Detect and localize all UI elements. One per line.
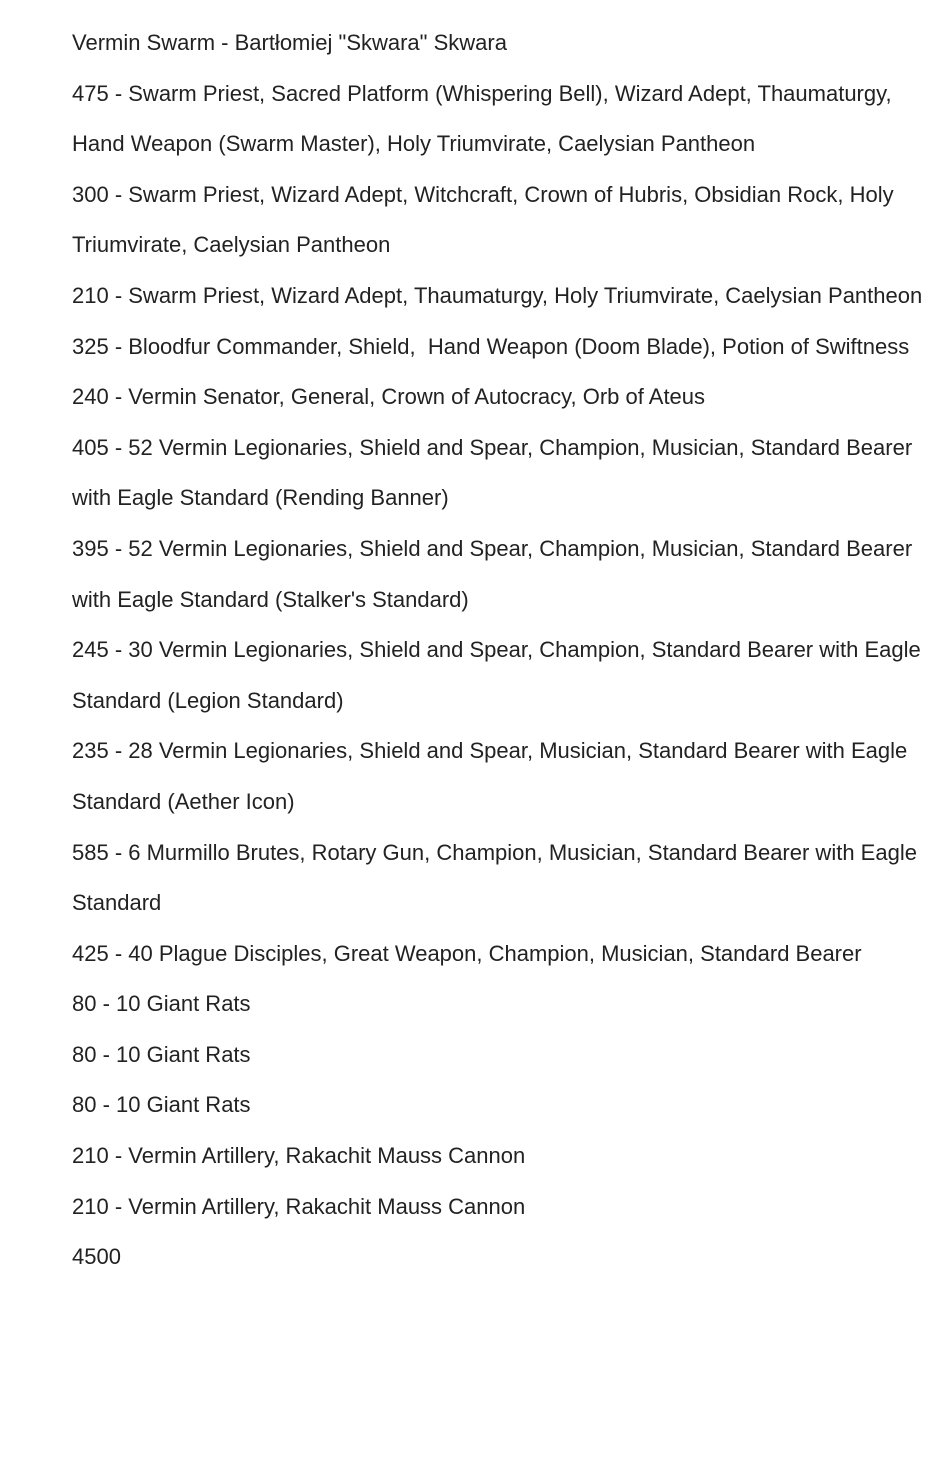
army-list-entry: 80 - 10 Giant Rats (72, 1041, 251, 1067)
army-list-entry: 585 - 6 Murmillo Brutes, Rotary Gun, Champion, Musician, Standard Bearer with Eagle Standard (72, 839, 924, 916)
army-list-entry: 395 - 52 Vermin Legionaries, Shield and Spear, Champion, Musician, Standard Bearer with Eagle Standard (Stalker's Standard) (72, 535, 919, 612)
army-list-entry: 80 - 10 Giant Rats (72, 1092, 251, 1118)
army-list-entry: 80 - 10 Giant Rats (72, 991, 251, 1017)
army-list-entry: 405 - 52 Vermin Legionaries, Shield and Spear, Champion, Musician, Standard Bearer with Eagle Standard (Rending Banner) (72, 434, 919, 511)
army-list-document (72, 18, 934, 1283)
army-list-entry: 210 - Vermin Artillery, Rakachit Mauss Cannon (72, 1193, 526, 1219)
army-list-total: 4500 (72, 1244, 121, 1270)
army-list-entry: 300 - Swarm Priest, Wizard Adept, Witchcraft, Crown of Hubris, Obsidian Rock, Holy Triumvirate, Caelysian Pantheon (72, 181, 900, 258)
army-list-entry: 475 - Swarm Priest, Sacred Platform (Whispering Bell), Wizard Adept, Thaumaturgy, Hand Weapon (Swarm Master), Holy Triumvirate, Caelysian Pantheon (72, 80, 904, 157)
army-list-entry: 425 - 40 Plague Disciples, Great Weapon, Champion, Musician, Standard Bearer (72, 940, 862, 966)
army-list-title: Vermin Swarm - Bartłomiej "Skwara" Skwara (72, 30, 507, 55)
army-list-entry: 240 - Vermin Senator, General, Crown of Autocracy, Orb of Ateus (72, 384, 706, 410)
army-list-entry: 210 - Vermin Artillery, Rakachit Mauss Cannon (72, 1143, 526, 1169)
army-list-entry: 235 - 28 Vermin Legionaries, Shield and Spear, Musician, Standard Bearer with Eagle Standard (Aether Icon) (72, 738, 914, 814)
army-list-entry: 210 - Swarm Priest, Wizard Adept, Thaumaturgy, Holy Triumvirate, Caelysian Pantheon (72, 282, 923, 308)
army-list-entry: 325 - Bloodfur Commander, Shield, Hand Weapon (Doom Blade), Potion of Swiftness (72, 333, 910, 359)
army-list-entry: 245 - 30 Vermin Legionaries, Shield and Spear, Champion, Standard Bearer with Eagle Standard (Legion Standard) (72, 637, 927, 713)
